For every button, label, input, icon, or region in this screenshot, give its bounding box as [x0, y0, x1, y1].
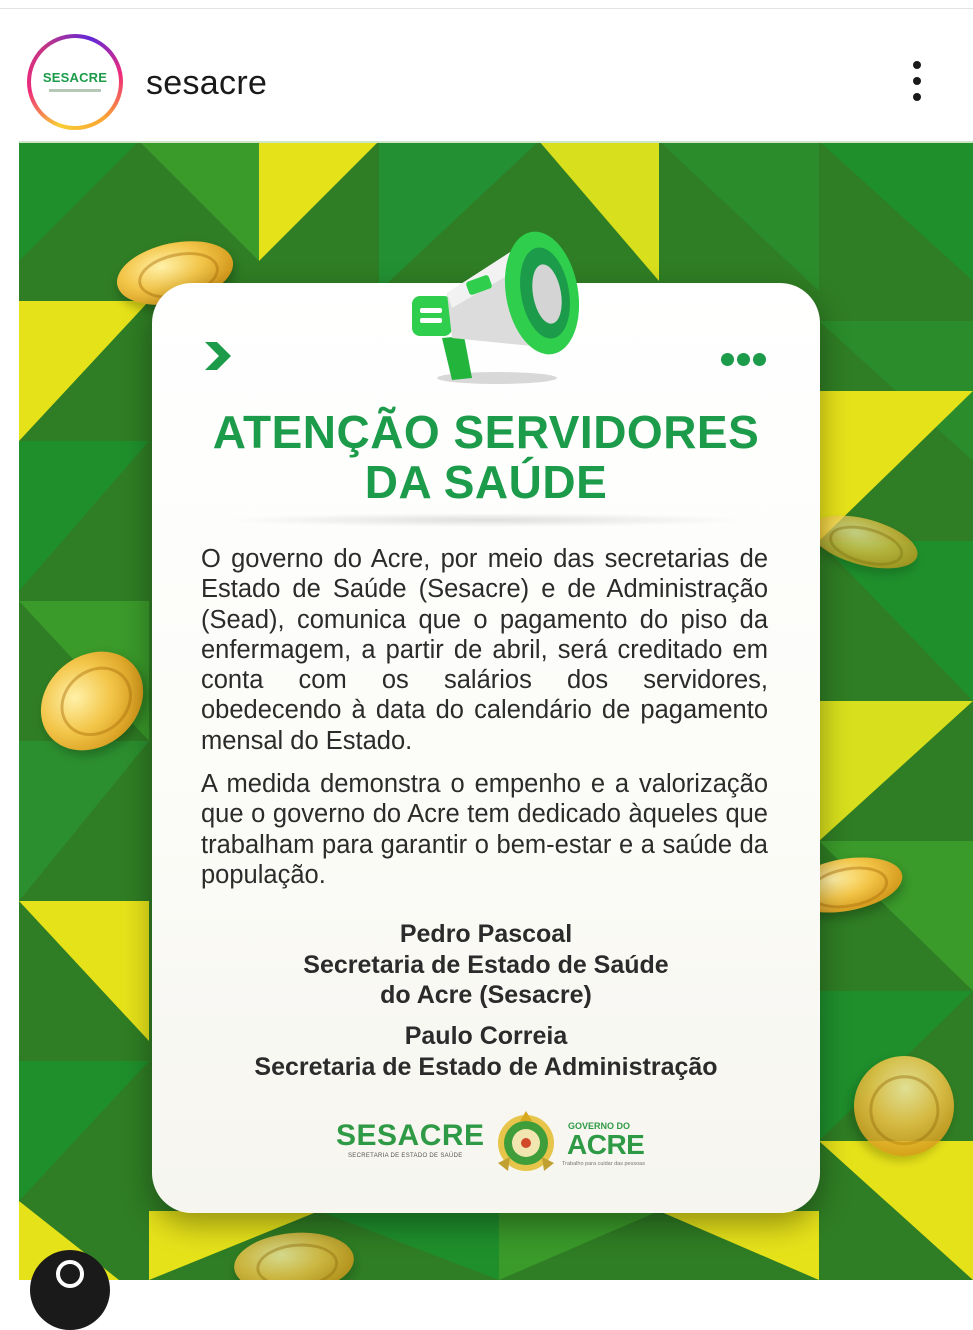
megaphone-icon	[402, 208, 592, 388]
acre-crest-icon	[490, 1107, 562, 1179]
paragraph-1: O governo do Acre, por meio das secretarias de Estado de Saúde (Sesacre) e de Administração (Sead), comunica que o pagamento do piso da enfermagem, a partir de abril, será creditado em conta com os salários dos servidores, obedecendo à data do calendário de pagamento mensal do Estado.	[201, 545, 768, 755]
sesacre-logo-subtitle: SECRETARIA DE ESTADO DE SAÚDE	[348, 1153, 463, 1159]
announcement-card	[152, 283, 820, 1213]
dots-horizontal-icon	[721, 353, 769, 371]
signer-2-role: Secretaria de Estado de Administração	[254, 1052, 718, 1081]
title-underline	[222, 513, 752, 527]
chevron-right-icon	[199, 338, 235, 374]
tagged-user-icon[interactable]	[30, 1250, 110, 1330]
post-top-border	[19, 141, 973, 143]
title-line-2: DA SAÚDE	[364, 456, 608, 508]
signer-1-role-line-1: Secretaria de Estado de Saúde	[303, 950, 669, 979]
avatar-logo	[37, 44, 113, 120]
signature-block-1	[152, 919, 820, 1011]
avatar-logo-text: SESACRE	[42, 70, 108, 85]
signature-block-2	[152, 1021, 820, 1082]
governo-logo-top: GOVERNO DO	[568, 1121, 631, 1131]
signer-1-name: Pedro Pascoal	[399, 920, 573, 948]
post-header	[0, 9, 973, 141]
sesacre-logo: SESACRE	[336, 1119, 485, 1152]
signer-2-name: Paulo Correia	[404, 1022, 568, 1050]
post-image[interactable]	[19, 141, 973, 1280]
governo-logo-main: ACRE	[567, 1129, 645, 1160]
page-title	[152, 407, 820, 507]
logos-footer	[152, 1101, 820, 1181]
paragraph-2: A medida demonstra o empenho e a valorização que o governo do Acre tem dedicado àqueles que trabalham para garantir o bem-estar e a saúde da população.	[201, 770, 768, 889]
username[interactable]: sesacre	[146, 64, 268, 102]
more-vertical-icon[interactable]	[900, 61, 934, 107]
signer-1-role-line-2: do Acre (Sesacre)	[380, 981, 592, 1009]
title-line-1: ATENÇÃO SERVIDORES	[212, 406, 760, 458]
governo-logo-sub: Trabalho para cuidar das pessoas	[562, 1161, 645, 1167]
avatar[interactable]	[27, 34, 123, 130]
